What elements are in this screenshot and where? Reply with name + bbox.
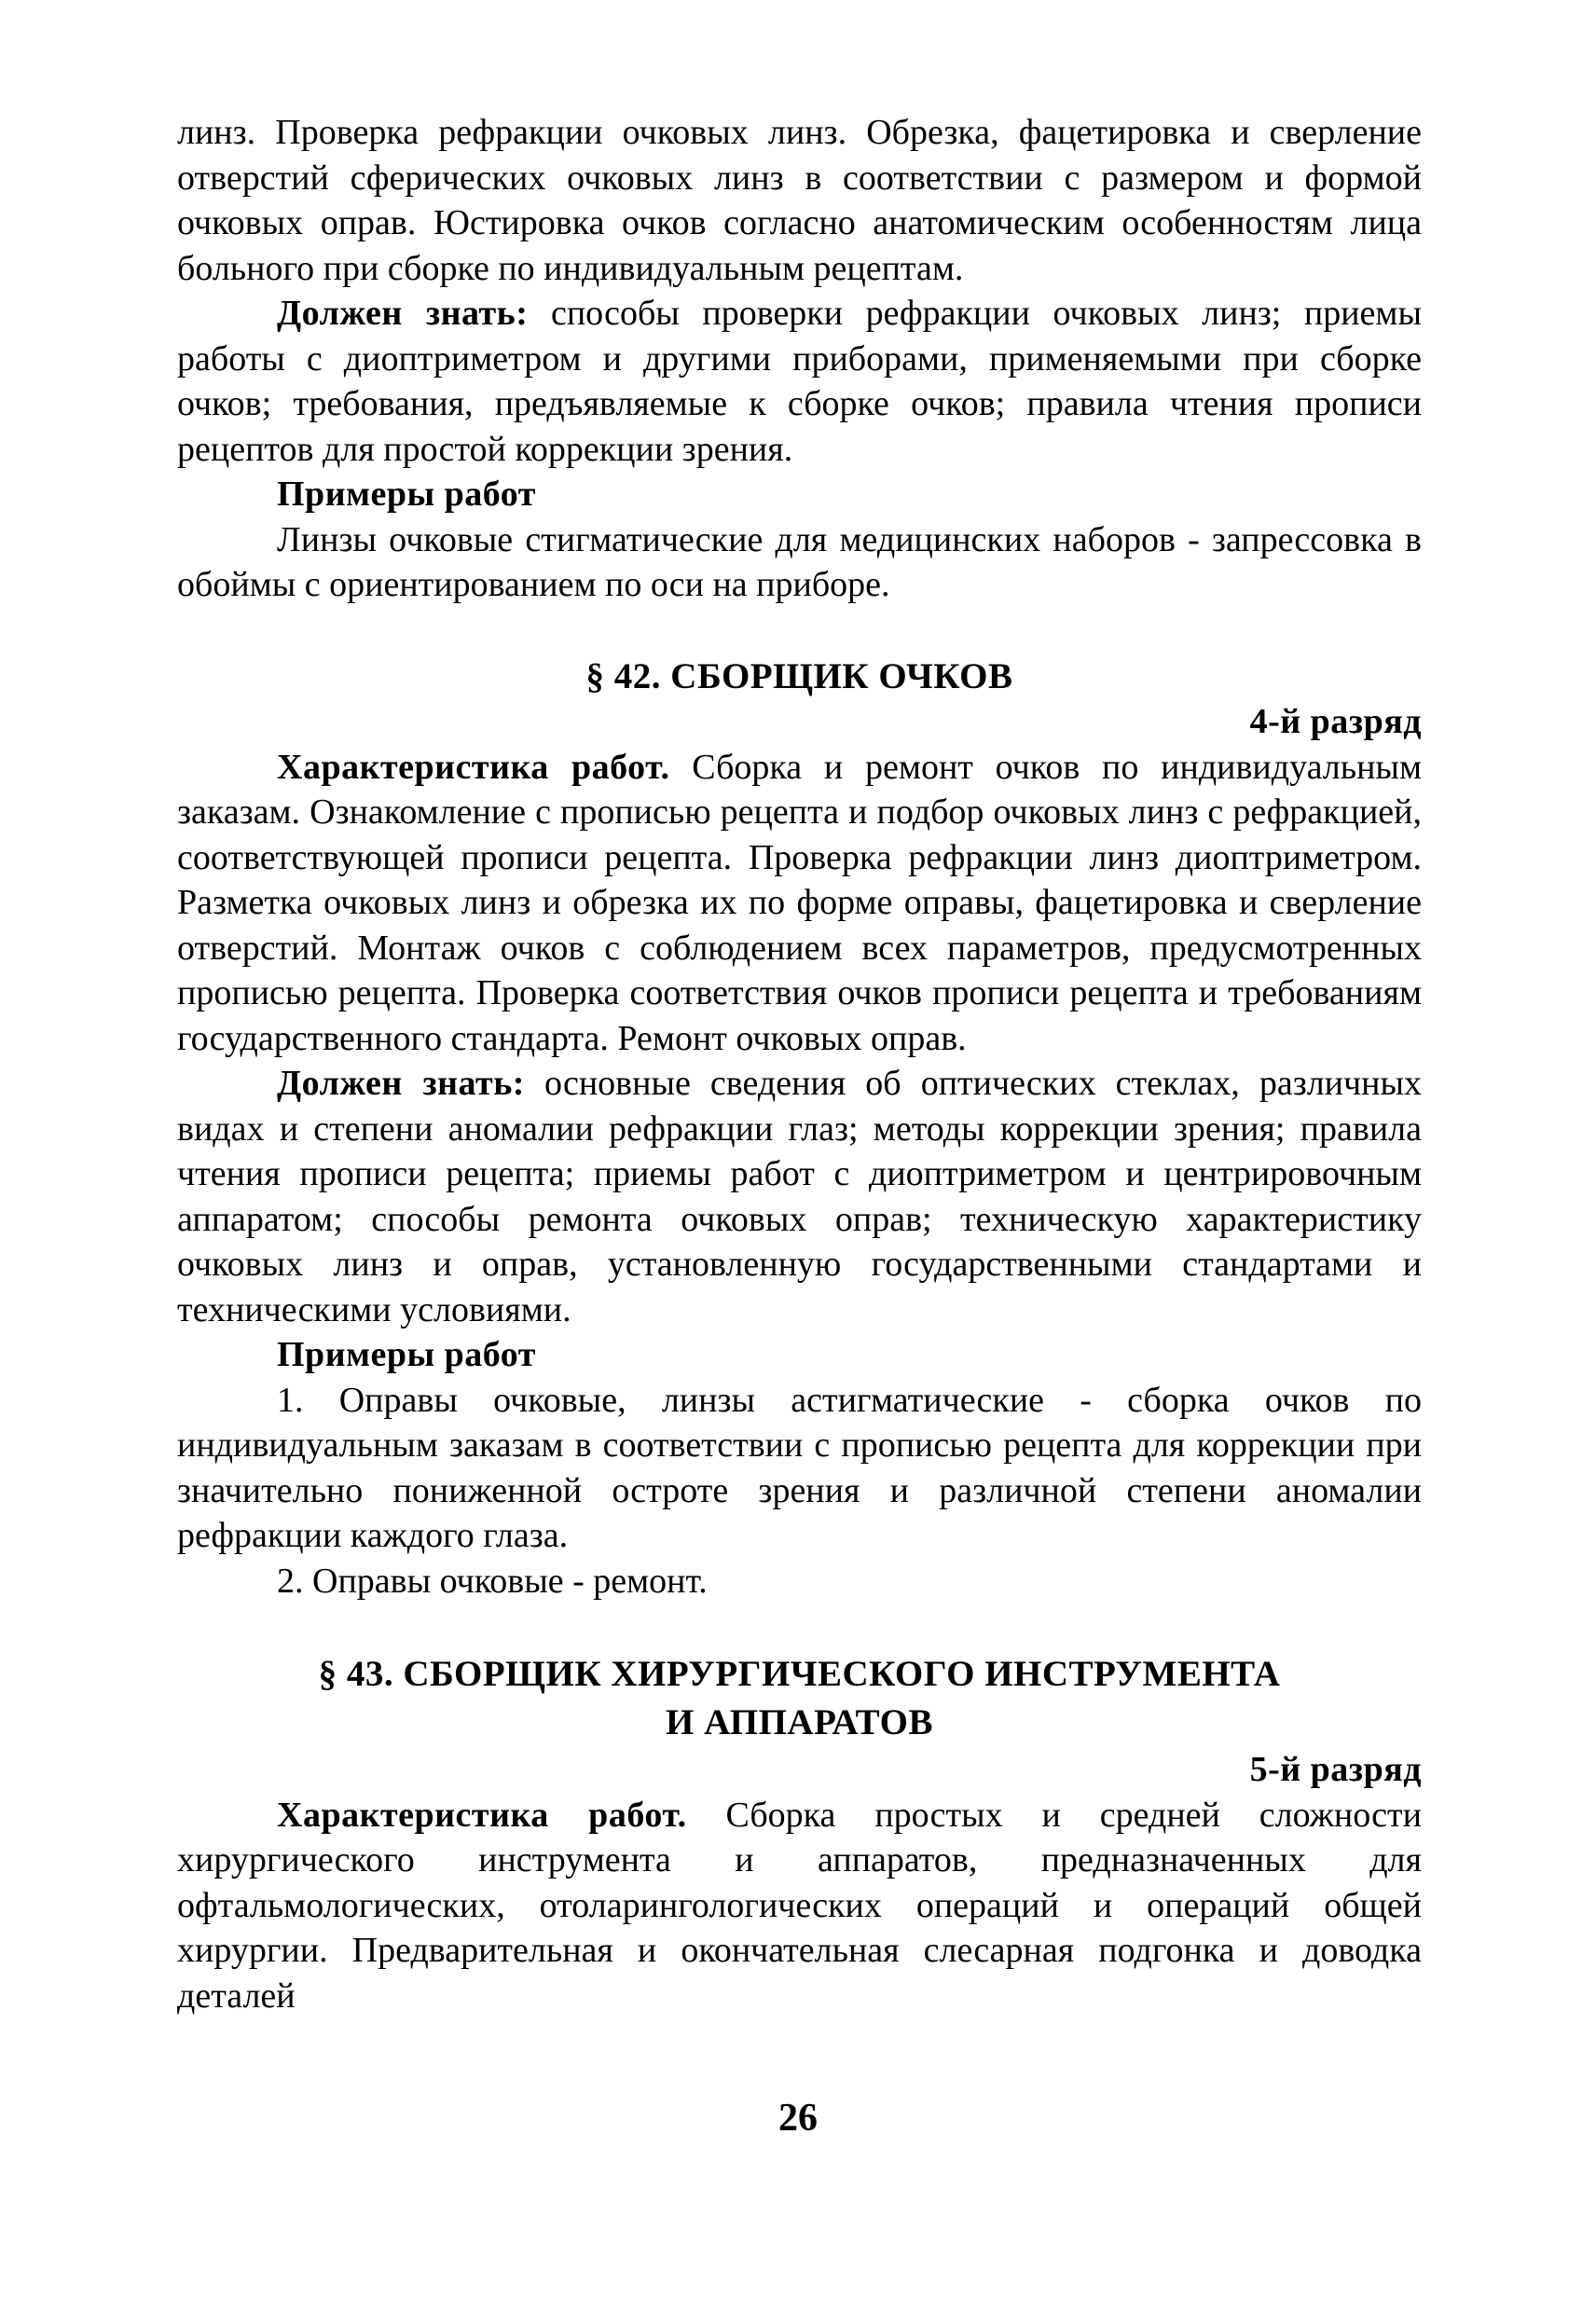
intro-example: Линзы очковые стигматические для медицинских наборов - запрессовка в обоймы с ориентированием по оси на приборе. [177,519,1422,604]
page-content [177,110,1422,2018]
section-43-title-line-2: И АППАРАТОВ [665,1702,934,1742]
section-43-grade: 5-й разряд [1249,1750,1422,1789]
examples-heading: Примеры работ [277,475,536,514]
page-number: 26 [778,2097,818,2140]
characteristic-label: Характеристика работ. [277,747,670,787]
section-42-must-know [177,1061,1422,1332]
section-42-characteristic [177,745,1422,1062]
must-know-text: способы проверки рефракции очковых линз; приемы работы с диоптриметром и другими приборами, применяемыми при сборке очков; требования, предъявляемые к сборке очков; правила чтения прописи рецептов для простой коррекции зрения. [177,294,1423,469]
characteristic-label: Характеристика работ. [277,1795,687,1835]
characteristic-text: Сборка простых и средней сложности хирургического инструмента и аппаратов, предназначенных для офтальмологических, отоларингологических операций и операций общей хирургии. Предварительная и окончательная слесарная подгонка и доводка деталей [177,1795,1422,2016]
section-42-title: § 42. СБОРЩИК ОЧКОВ [585,655,1013,696]
must-know-text: основные сведения об оптических стеклах, различных видах и степени аномалии рефракции глаз; методы коррекции зрения; правила чтения прописи рецепта; приемы работ с диоптриметром и центрировочным аппаратом; способы ремонта очковых оправ; техническую характеристику очковых линз и оправ, установленную государственными стандартами и техническими условиями. [177,1064,1422,1329]
intro-paragraph: линз. Проверка рефракции очковых линз. Обрезка, фацетировка и сверление отверстий сферических очковых линз в соответствии с размером и формой очковых оправ. Юстировка очков согласно анатомическим особенностям лица больного при сборке по индивидуальным рецептам. [177,113,1422,288]
section-43-characteristic [177,1793,1422,2019]
section-43-title-line-1: § 43. СБОРЩИК ХИРУРГИЧЕСКОГО ИНСТРУМЕНТА [318,1654,1281,1694]
must-know-label: Должен знать: [277,1064,525,1103]
section-42-example-1: 1. Оправы очковые, линзы астигматические - сборка очков по индивидуальным заказам в соответствии с прописью рецепта для коррекции при значительно пониженной остроте зрения и различной степени аномалии рефракции каждого глаза. [177,1380,1422,1555]
section-42-grade: 4-й разряд [1249,702,1422,741]
intro-must-know [177,291,1422,472]
section-43-title [177,1650,1422,1747]
section-42-example-2: 2. Оправы очковые - ремонт. [277,1561,708,1601]
characteristic-text: Сборка и ремонт очков по индивидуальным заказам. Ознакомление с прописью рецепта и подбор очковых линз с рефракцией, соответствующей прописи рецепта. Проверка рефракции линз диоптриметром. Разметка очковых линз и обрезка их по форме оправы, фацетировка и сверление отверстий. Монтаж очков с соблюдением всех параметров, предусмотренных прописью рецепта. Проверка соответствия очков прописи рецепта и требованиям государственного стандарта. Ремонт очковых оправ. [177,747,1423,1058]
examples-heading: Примеры работ [277,1335,536,1374]
must-know-label: Должен знать: [277,294,529,333]
